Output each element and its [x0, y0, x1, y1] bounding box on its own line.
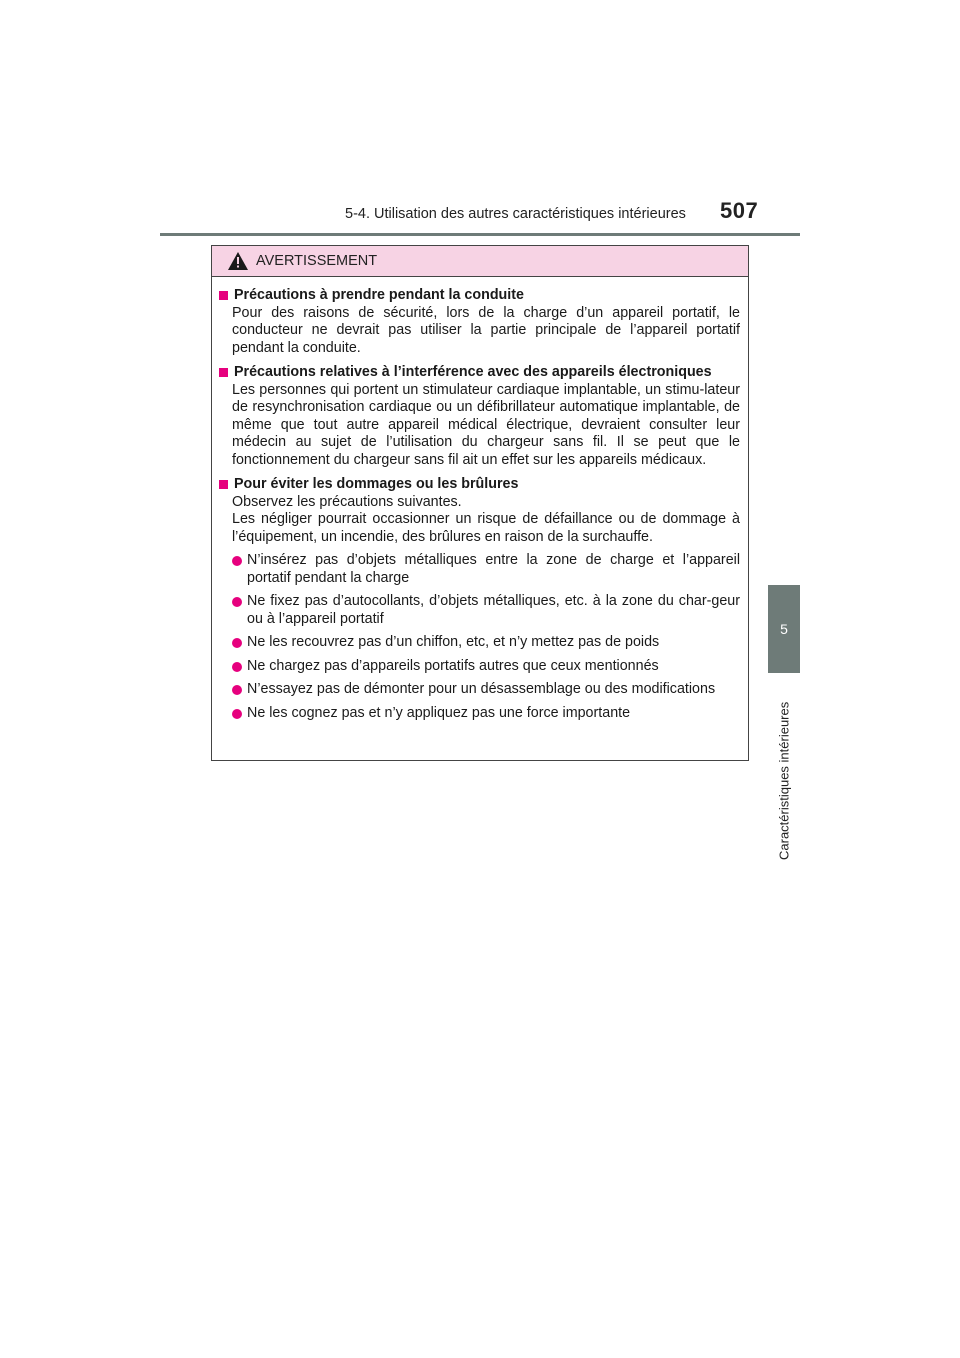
square-bullet-icon	[219, 291, 228, 300]
warning-section	[219, 364, 740, 469]
warning-triangle-icon	[228, 252, 248, 270]
header-divider	[160, 233, 800, 236]
square-bullet-icon	[219, 480, 228, 489]
warning-header	[212, 246, 748, 277]
dot-bullet-icon	[232, 662, 242, 672]
list-item: Ne chargez pas d’appareils portatifs autres que ceux mentionnés	[219, 658, 740, 676]
section-heading: Précautions relatives à l’interférence avec des appareils électroniques	[234, 364, 712, 380]
dot-bullet-icon	[232, 597, 242, 607]
section-text: Les personnes qui portent un stimulateur cardiaque implantable, un stimu-lateur de resynchronisation cardiaque ou un défibrillateur automatique implantable, de même que tout autre appareil médical électrique, devraient consulter leur médecin au sujet de l’utilisation du chargeur sans fil. Il se peut que le fonctionnement du chargeur sans fil ait un effet sur les appareils médicaux.	[232, 381, 740, 468]
page-number: 507	[720, 198, 759, 223]
list-item: N’essayez pas de démonter pour un désassemblage ou des modifications	[219, 681, 740, 699]
dot-bullet-icon	[232, 685, 242, 695]
section-text: Observez les précautions suivantes.	[232, 493, 462, 510]
warning-title: AVERTISSEMENT	[256, 253, 378, 269]
dot-bullet-icon	[232, 638, 242, 648]
warning-section	[219, 287, 740, 357]
section-heading: Pour éviter les dommages ou les brûlures	[234, 476, 519, 492]
list-item: Ne fixez pas d’autocollants, d’objets métalliques, etc. à la zone du char-geur ou à l’appareil portatif	[219, 593, 740, 628]
section-heading: Précautions à prendre pendant la conduite	[234, 287, 524, 303]
warning-section	[219, 476, 740, 722]
section-title: 5-4. Utilisation des autres caractéristiques intérieures	[345, 206, 686, 222]
dot-bullet-icon	[232, 709, 242, 719]
list-item: N’insérez pas d’objets métalliques entre la zone de charge et l’appareil portatif pendant la charge	[219, 552, 740, 587]
chapter-label: Caractéristiques intérieures	[776, 701, 792, 860]
chapter-tab[interactable]: 5	[768, 585, 800, 673]
section-text: Pour des raisons de sécurité, lors de la charge d’un appareil portatif, le conducteur ne devrait pas utiliser la partie principale de l’appareil portatif pendant la conduite.	[232, 304, 740, 356]
section-text: Les négliger pourrait occasionner un risque de défaillance ou de dommage à l’équipement, un incendie, des brûlures en raison de la surchauffe.	[232, 511, 740, 545]
warning-box	[211, 245, 749, 761]
list-item: Ne les recouvrez pas d’un chiffon, etc, et n’y mettez pas de poids	[219, 634, 740, 652]
square-bullet-icon	[219, 368, 228, 377]
list-item: Ne les cognez pas et n’y appliquez pas une force importante	[219, 705, 740, 723]
dot-bullet-icon	[232, 556, 242, 566]
